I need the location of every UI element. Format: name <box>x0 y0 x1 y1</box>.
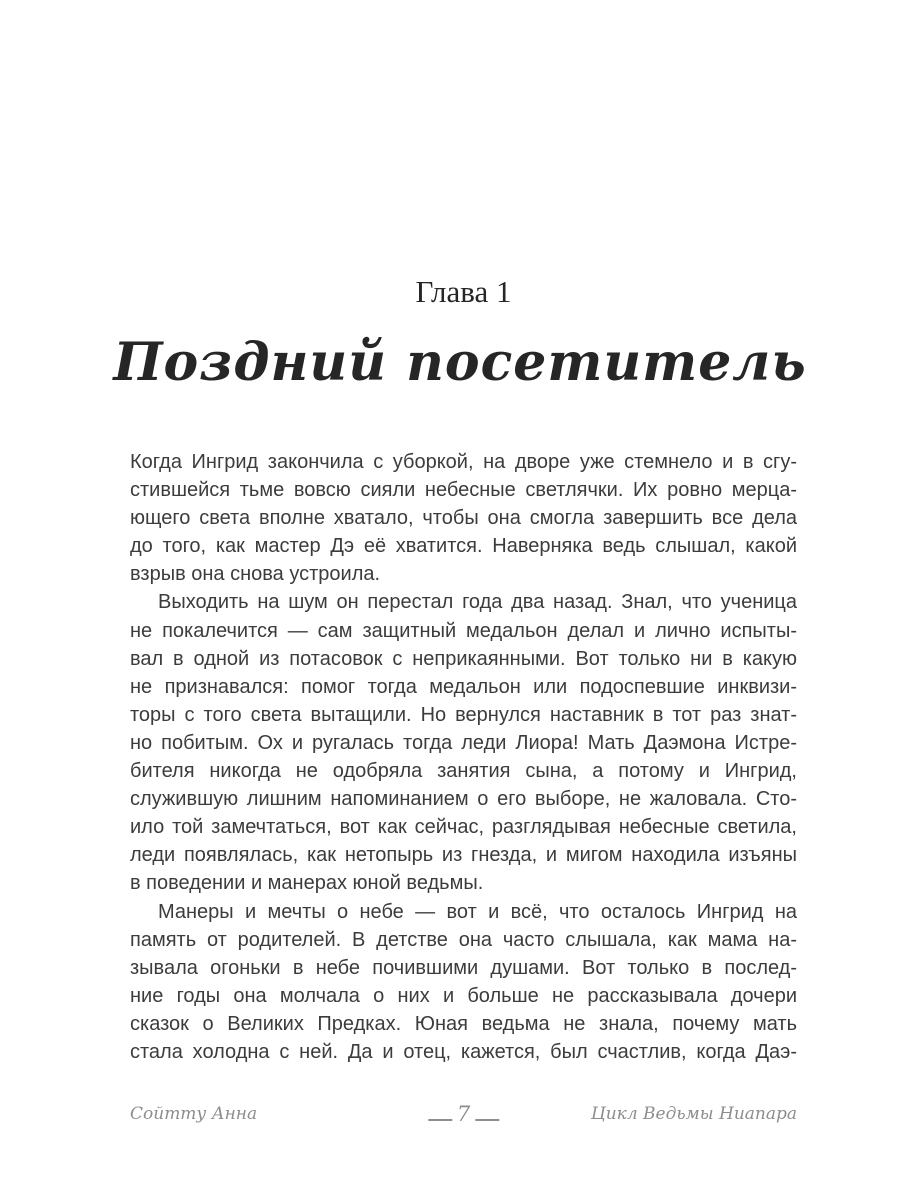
paragraph <box>130 448 797 588</box>
footer-author: Сойтту Анна <box>130 1104 258 1124</box>
page-number-dash-right <box>475 1119 499 1121</box>
footer-series: Цикл Ведьмы Ниапара <box>590 1104 797 1124</box>
text-line: стала холодна с ней. Да и отец, кажется, был счастлив, когда Даэ- <box>130 1040 797 1063</box>
page-number-value: 7 <box>456 1101 471 1126</box>
text-line: торы с того света вытащили. Но вернулся наставник в тот раз знат- <box>130 703 797 726</box>
page-number-dash-left <box>428 1119 452 1121</box>
text-line: вал в одной из потасовок с неприкаянными. Вот только ни в какую <box>130 647 797 670</box>
page-number <box>428 1101 499 1126</box>
text-line: до того, как мастер Дэ её хватится. Наверняка ведь слышал, какой <box>130 535 797 558</box>
text-line: ние годы она молчала о них и больше не рассказывала дочери <box>130 984 797 1007</box>
text-line: память от родителей. В детстве она часто слышала, как мама на- <box>130 928 797 951</box>
text-line: Когда Ингрид закончила с уборкой, на дворе уже стемнело и в сгу- <box>130 451 797 473</box>
chapter-number-heading: Глава 1 <box>415 274 512 309</box>
page-footer <box>130 1100 797 1128</box>
text-line: не признавался: помог тогда медальон или подоспевшие инквизи- <box>130 675 797 698</box>
text-line: служившую лишним напоминанием о его выборе, не жаловала. Сто- <box>130 788 797 811</box>
text-line: зывала огоньки в небе почившими душами. Вот только в послед- <box>130 956 797 979</box>
text-line: ило той замечтаться, вот как сейчас, разглядывая небесные светила, <box>130 816 797 839</box>
text-line: ющего света вполне хватало, чтобы она смогла завершить все дела <box>130 507 797 530</box>
paragraph <box>130 898 797 1067</box>
text-line: взрыв она снова устроила. <box>130 563 381 586</box>
text-line: не покалечится — сам защитный медальон делал и лично испыты- <box>130 619 797 642</box>
paragraph <box>130 588 797 897</box>
text-line: сказок о Великих Предках. Юная ведьма не знала, почему мать <box>130 1012 797 1035</box>
text-line: бителя никогда не одобряла занятия сына, а потому и Ингрид, <box>130 760 797 783</box>
text-line: Выходить на шум он перестал года два назад. Знал, что ученица <box>158 591 797 614</box>
text-line: в поведении и манерах юной ведьмы. <box>130 872 484 895</box>
body-text <box>130 448 797 1066</box>
text-line: Манеры и мечты о небе — вот и всё, что осталось Ингрид на <box>158 900 797 923</box>
text-line: но побитым. Ох и ругалась тогда леди Лиора! Мать Даэмона Истре- <box>130 731 797 754</box>
text-line: леди появлялась, как нетопырь из гнезда, и мигом находила изъяны <box>130 844 797 867</box>
chapter-title-heading: Поздний посетитель <box>113 332 807 393</box>
text-line: стившейся тьме вовсю сияли небесные светлячки. Их ровно мерца- <box>130 479 797 502</box>
